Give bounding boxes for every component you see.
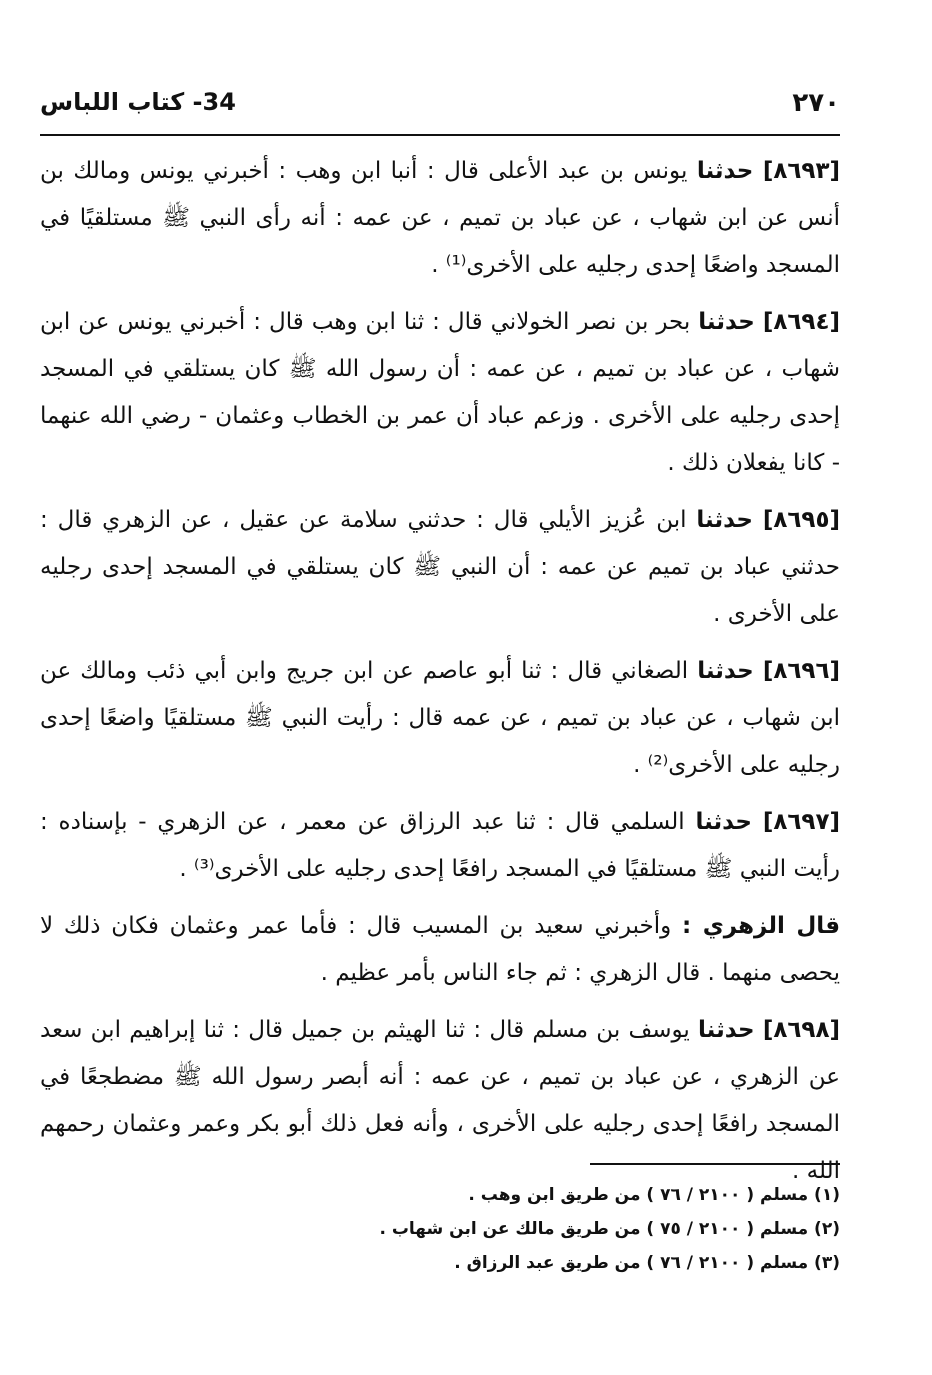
footnotes <box>40 1178 840 1280</box>
hadith-number: [٨٦٩٨] <box>762 1017 840 1043</box>
hadith-lead: حدثنا <box>696 158 754 184</box>
hadith-8695 <box>40 497 840 638</box>
hadith-8698 <box>40 1007 840 1195</box>
hadith-text: بحر بن نصر الخولاني قال : ثنا ابن وهب قال : أخبرني يونس عن ابن شهاب ، عن عباد بن تميم ، عن عمه : أن رسول الله ﷺ كان يستلقي في المسجد إحدى رجليه على الأخرى . وزعم عباد أن عمر بن الخطاب وعثمان - رضي الله عنهما - كانا يفعلان ذلك . <box>40 309 840 476</box>
hadith-lead: حدثنا <box>695 809 752 835</box>
hadith-number: [٨٦٩٧] <box>762 809 840 835</box>
note-text: وأخبرني سعيد بن المسيب قال : فأما عمر وعثمان فكان ذلك لا يحصى منهما . قال الزهري : ثم جاء الناس بأمر عظيم . <box>40 913 840 986</box>
header-divider <box>40 134 840 136</box>
hadith-text: السلمي قال : ثنا عبد الرزاق عن معمر ، عن الزهري - بإسناده : رأيت النبي ﷺ مستلقيًا في المسجد رافعًا إحدى رجليه على الأخرى⁽³⁾ . <box>40 809 840 882</box>
hadith-number: [٨٦٩٤] <box>762 309 841 335</box>
page-number: ٢٧٠ <box>792 88 840 118</box>
hadith-8693 <box>40 148 840 289</box>
section-title: 34- كتاب اللباس <box>40 88 236 116</box>
hadith-8696 <box>40 648 840 789</box>
hadith-number: [٨٦٩٣] <box>762 158 840 184</box>
footnote-1: (١) مسلم ( ٢١٠٠ / ٧٦ ) من طريق ابن وهب . <box>468 1185 840 1205</box>
zuhri-note <box>40 903 840 997</box>
hadith-text: الصغاني قال : ثنا أبو عاصم عن ابن جريج وابن أبي ذئب ومالك عن ابن شهاب ، عن عباد بن تميم ، عن عمه قال : رأيت النبي ﷺ مستلقيًا واضعًا إحدى رجليه على الأخرى⁽²⁾ . <box>40 658 840 778</box>
hadith-number: [٨٦٩٥] <box>762 507 840 533</box>
hadith-lead: حدثنا <box>697 658 754 684</box>
hadith-text: يونس بن عبد الأعلى قال : أنبا ابن وهب : أخبرني يونس ومالك بن أنس عن ابن شهاب ، عن عباد بن تميم ، عن عمه : أنه رأى النبي ﷺ مستلقيًا في المسجد واضعًا إحدى رجليه على الأخرى⁽¹⁾ . <box>40 158 840 278</box>
hadith-8694 <box>40 299 840 487</box>
hadith-number: [٨٦٩٦] <box>762 658 840 684</box>
note-lead: قال الزهري : <box>682 913 840 939</box>
hadith-text: يوسف بن مسلم قال : ثنا الهيثم بن جميل قال : ثنا إبراهيم ابن سعد عن الزهري ، عن عباد بن تميم ، عن عمه : أنه أبصر رسول الله ﷺ مضطجعًا في المسجد رافعًا إحدى رجليه على الأخرى ، وأنه فعل ذلك أبو بكر وعمر وعثمان رحمهم الله . <box>40 1017 840 1184</box>
footnote-divider <box>590 1163 840 1165</box>
main-text <box>40 148 840 1205</box>
hadith-lead: حدثنا <box>698 1017 755 1043</box>
page-header <box>40 84 840 124</box>
hadith-text: ابن عُزيز الأيلي قال : حدثني سلامة عن عقيل ، عن الزهري قال : حدثني عباد بن تميم عن عمه : أن النبي ﷺ كان يستلقي في المسجد إحدى رجليه على الأخرى . <box>40 507 840 627</box>
footnote-3: (٣) مسلم ( ٢١٠٠ / ٧٦ ) من طريق عبد الرزاق . <box>454 1253 840 1273</box>
hadith-lead: حدثنا <box>698 309 755 335</box>
hadith-8697 <box>40 799 840 893</box>
hadith-lead: حدثنا <box>696 507 753 533</box>
footnote-2: (٢) مسلم ( ٢١٠٠ / ٧٥ ) من طريق مالك عن ابن شهاب . <box>379 1219 840 1239</box>
